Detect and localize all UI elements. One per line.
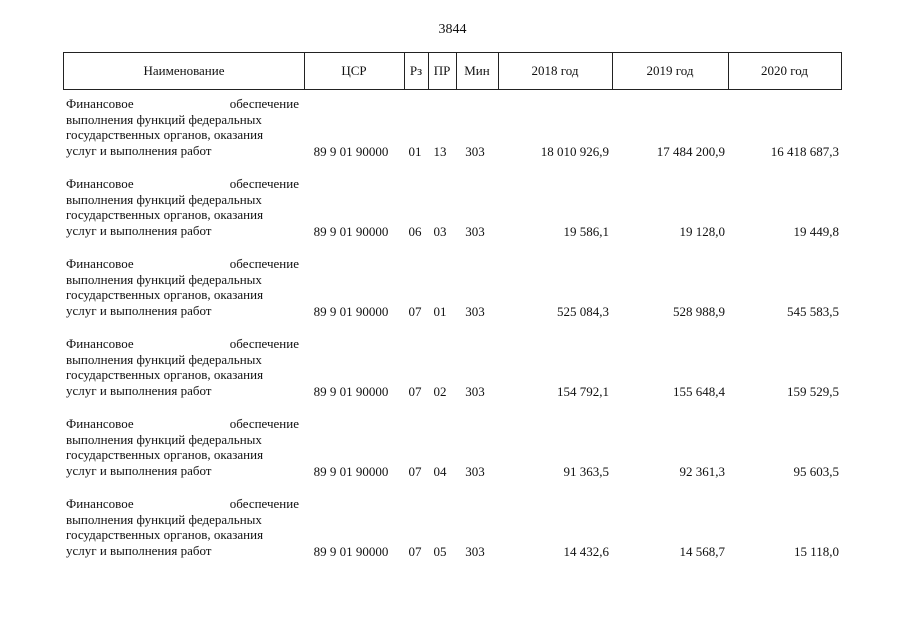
row-pr: 04: [433, 464, 447, 479]
header-2020: 2020 год: [761, 63, 808, 78]
row-min: 303: [465, 304, 485, 319]
row-name-line: услуг и выполнения работ: [66, 542, 212, 558]
row-2018: 19 586,1: [563, 224, 609, 239]
row-2020: 159 529,5: [787, 384, 839, 399]
row-name-line: услуг и выполнения работ: [66, 222, 212, 238]
row-min: 303: [465, 384, 485, 399]
row-name-line: выполнения функций федеральных: [66, 431, 262, 447]
row-csr: 89 9 01 90000: [313, 144, 389, 159]
header-2018: 2018 год: [498, 53, 613, 89]
row-name-line: государственных органов, оказания: [66, 287, 264, 302]
row-name: [66, 496, 299, 558]
header-csr: ЦСР: [304, 53, 405, 89]
row-2018: 91 363,5: [563, 464, 609, 479]
table-row: [63, 96, 842, 176]
row-min: 303: [465, 144, 485, 159]
row-csr: 89 9 01 90000: [313, 384, 389, 399]
row-rz: 01: [408, 144, 422, 159]
table-row: [63, 416, 842, 496]
row-2019: 528 988,9: [673, 304, 725, 319]
row-csr: 89 9 01 90000: [313, 224, 389, 239]
row-2018: 18 010 926,9: [540, 144, 609, 159]
row-name-line: выполнения функций федеральных: [66, 111, 262, 127]
row-name-line: Финансовое обеспечение: [66, 336, 299, 351]
row-pr: 05: [433, 544, 447, 559]
row-2020: 95 603,5: [793, 464, 839, 479]
row-name: [66, 176, 299, 238]
row-csr: 89 9 01 90000: [313, 464, 389, 479]
row-name-line: Финансовое обеспечение: [66, 496, 299, 511]
row-rz: 07: [408, 464, 422, 479]
row-pr: 02: [433, 384, 447, 399]
row-2020: 19 449,8: [793, 224, 839, 239]
row-name-line: Финансовое обеспечение: [66, 176, 299, 191]
row-2020: 545 583,5: [787, 304, 839, 319]
row-name-line: услуг и выполнения работ: [66, 462, 212, 478]
row-min: 303: [465, 544, 485, 559]
row-2020: 15 118,0: [793, 544, 839, 559]
row-2019: 92 361,3: [679, 464, 725, 479]
header-2019: 2019 год: [612, 53, 729, 89]
row-2018: 14 432,6: [563, 544, 609, 559]
header-name: Наименование: [64, 53, 305, 89]
header-rz: Рз: [404, 53, 429, 89]
row-min: 303: [465, 464, 485, 479]
table-row: [63, 256, 842, 336]
row-pr: 03: [433, 224, 447, 239]
row-2019: 19 128,0: [679, 224, 725, 239]
row-name: [66, 96, 299, 158]
row-name: [66, 256, 299, 318]
table-row: [63, 336, 842, 416]
row-csr: 89 9 01 90000: [313, 544, 389, 559]
header-min: Мин: [456, 53, 499, 89]
row-rz: 06: [408, 224, 422, 239]
row-name-line: государственных органов, оказания: [66, 127, 264, 142]
row-name: [66, 336, 299, 398]
row-name-line: Финансовое обеспечение: [66, 256, 299, 271]
row-name-line: выполнения функций федеральных: [66, 271, 262, 287]
row-csr: 89 9 01 90000: [313, 304, 389, 319]
row-name-line: государственных органов, оказания: [66, 367, 264, 382]
row-name-line: государственных органов, оказания: [66, 207, 264, 222]
table-header: [63, 52, 842, 90]
row-name-line: услуг и выполнения работ: [66, 382, 212, 398]
header-pr: ПР: [428, 53, 457, 89]
row-name-line: услуг и выполнения работ: [66, 302, 212, 318]
row-name-line: Финансовое обеспечение: [66, 96, 299, 111]
row-2018: 525 084,3: [557, 304, 609, 319]
table-row: [63, 176, 842, 256]
row-min: 303: [465, 224, 485, 239]
table-body: [63, 96, 842, 576]
row-rz: 07: [408, 384, 422, 399]
row-name: [66, 416, 299, 478]
row-pr: 13: [433, 144, 447, 159]
row-2018: 154 792,1: [557, 384, 609, 399]
row-2020: 16 418 687,3: [770, 144, 839, 159]
row-2019: 155 648,4: [673, 384, 725, 399]
row-rz: 07: [408, 544, 422, 559]
row-name-line: выполнения функций федеральных: [66, 351, 262, 367]
table-row: [63, 496, 842, 576]
row-pr: 01: [433, 304, 447, 319]
row-name-line: государственных органов, оказания: [66, 527, 264, 542]
row-2019: 17 484 200,9: [656, 144, 725, 159]
row-rz: 07: [408, 304, 422, 319]
row-2019: 14 568,7: [679, 544, 725, 559]
row-name-line: услуг и выполнения работ: [66, 142, 212, 158]
row-name-line: выполнения функций федеральных: [66, 191, 262, 207]
page-number: 3844: [438, 22, 467, 37]
row-name-line: выполнения функций федеральных: [66, 511, 262, 527]
row-name-line: государственных органов, оказания: [66, 447, 264, 462]
row-name-line: Финансовое обеспечение: [66, 416, 299, 431]
